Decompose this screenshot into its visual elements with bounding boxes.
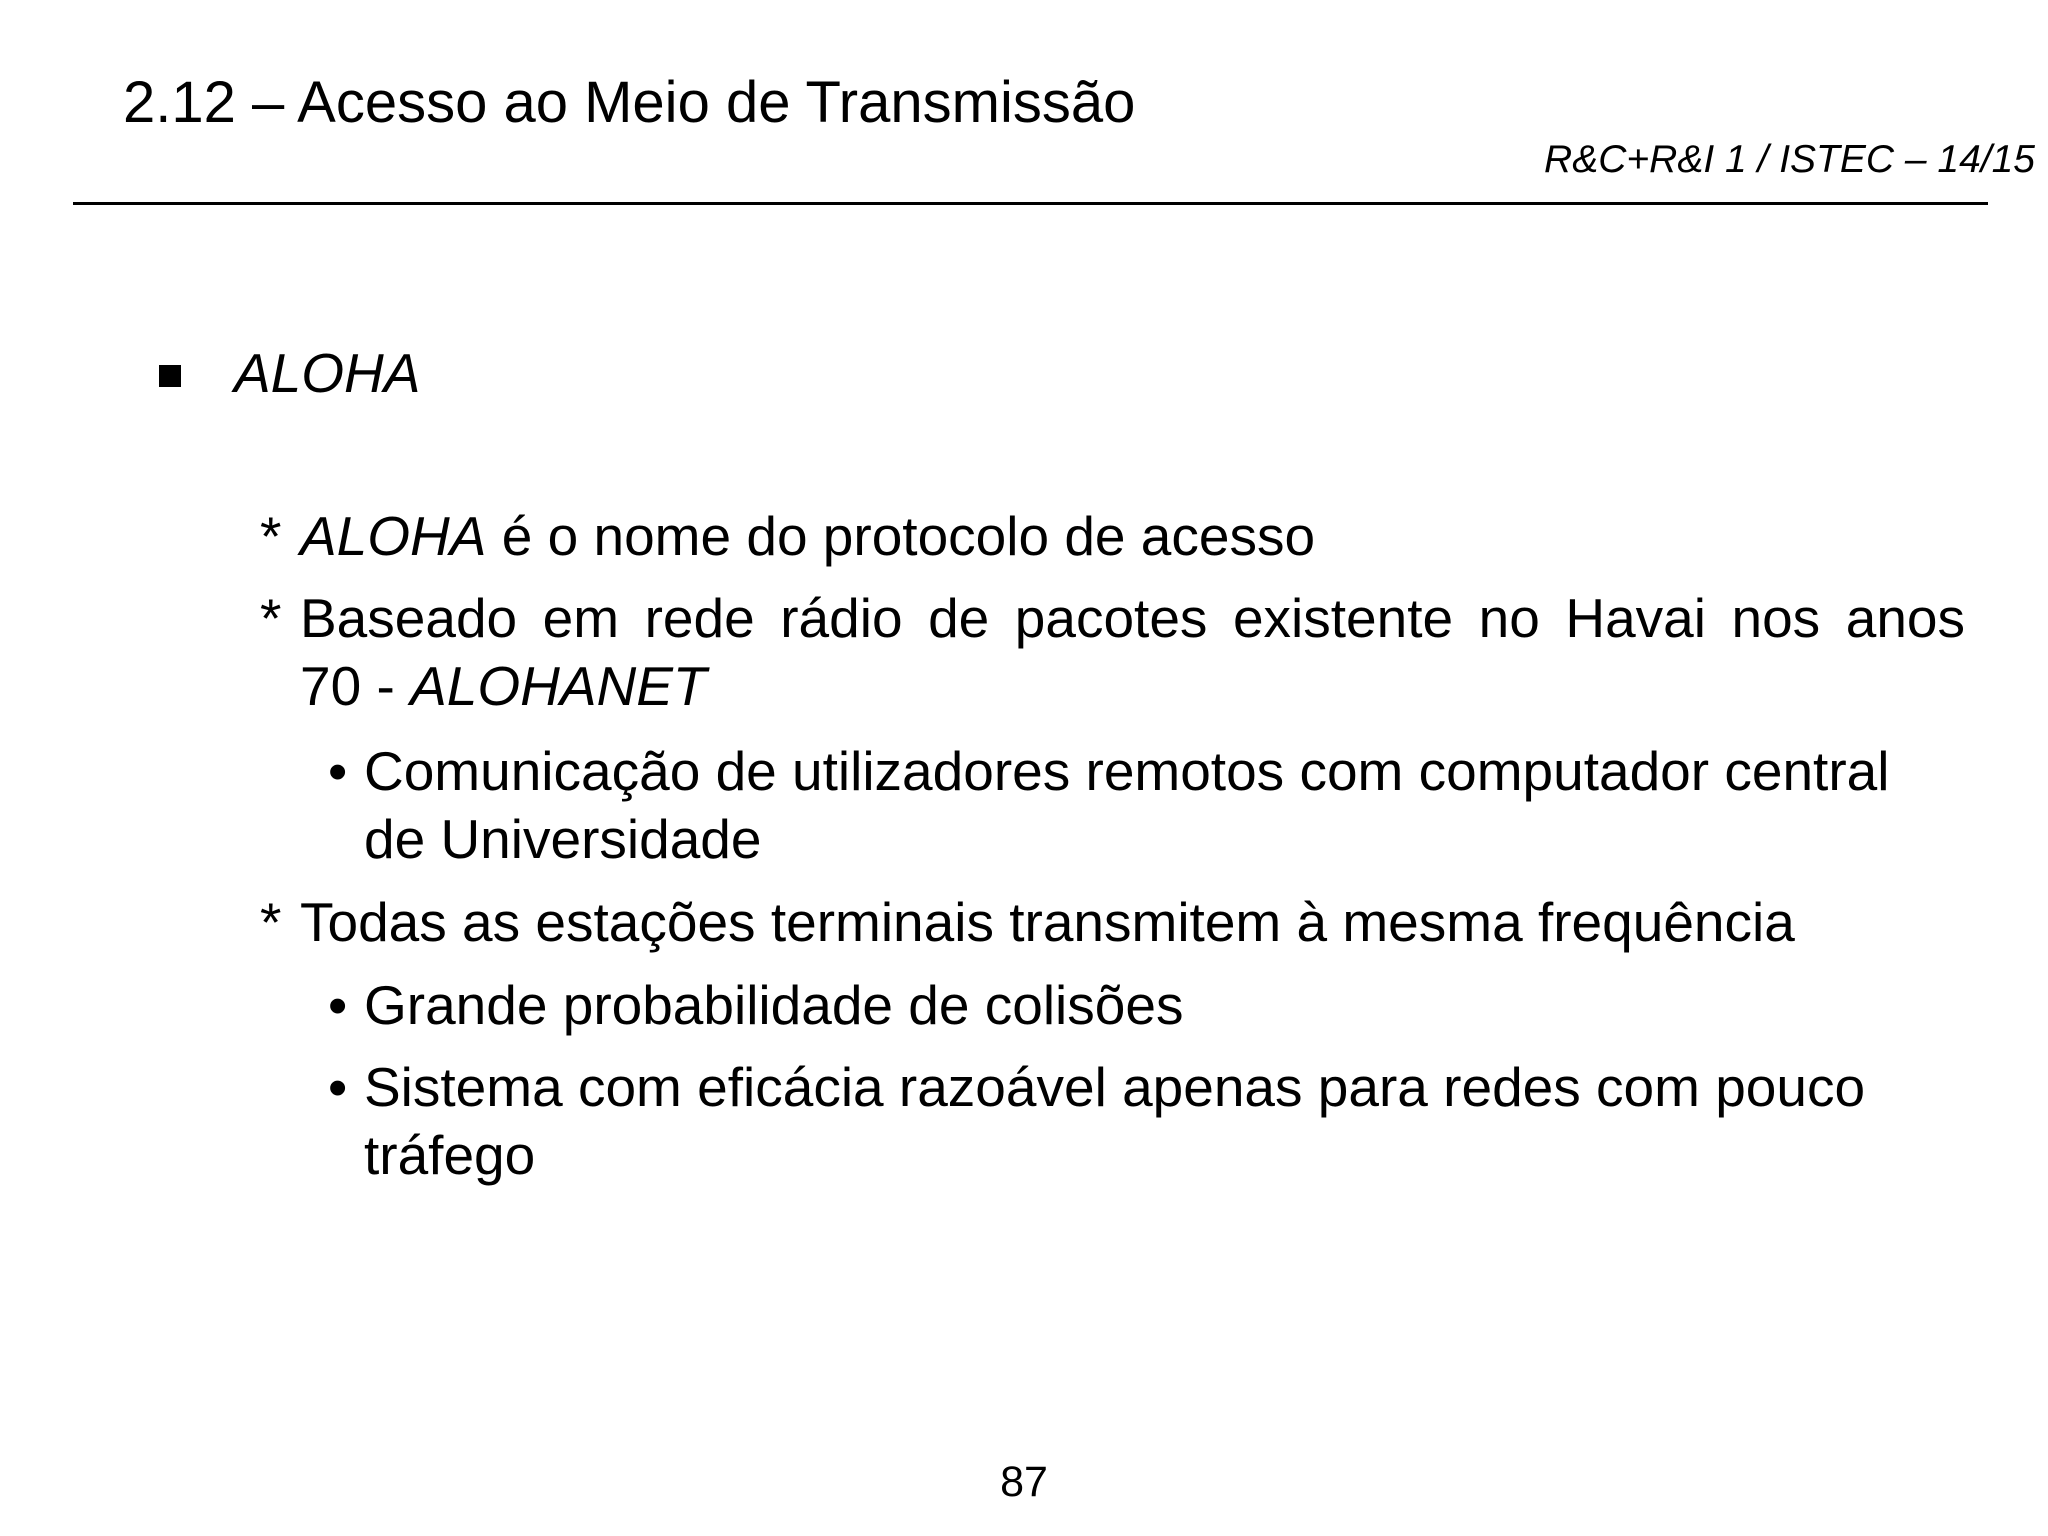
item-emphasis: ALOHA [300, 505, 487, 567]
item-line-1: Sistema com eficácia razoável apenas para redes com pouco [364, 1056, 1866, 1118]
asterisk-mark: * [260, 587, 282, 649]
page-number: 87 [1000, 1458, 1048, 1506]
bullet-dot-mark: • [328, 1056, 348, 1118]
asterisk-mark: * [260, 891, 282, 953]
bullet-dot-mark: • [328, 974, 348, 1036]
bullet-dot-mark: • [328, 740, 348, 802]
item-text: Todas as estações terminais transmitem à mesma frequência [300, 891, 1795, 953]
list-item-origin [260, 584, 1965, 720]
item-emphasis: ALOHANET [410, 655, 707, 717]
course-label: R&C+R&I 1 / ISTEC – 14/15 [1544, 138, 2035, 181]
item-line-1: Baseado em rede rádio de pacotes existente no Havai nos anos [300, 587, 1965, 649]
asterisk-mark: * [260, 505, 282, 567]
main-bullet-label: ALOHA [234, 342, 421, 404]
main-bullet [159, 340, 420, 406]
list-item-protocol-name [260, 502, 1316, 570]
item-line-2: de Universidade [364, 808, 762, 870]
item-text: é o nome do protocolo de acesso [486, 505, 1316, 567]
list-subitem-collisions [328, 971, 1184, 1039]
item-text: Grande probabilidade de colisões [364, 974, 1184, 1036]
slide-title: 2.12 – Acesso ao Meio de Transmissão [123, 70, 1136, 135]
list-subitem-efficiency [328, 1053, 1866, 1189]
item-line-1: Comunicação de utilizadores remotos com computador central [364, 740, 1890, 802]
item-line-2 [300, 652, 1965, 720]
item-line-2-prefix: 70 - [300, 655, 411, 717]
header-divider [73, 202, 1988, 205]
item-line-2: tráfego [364, 1124, 536, 1186]
square-bullet-icon [159, 365, 181, 387]
list-item-frequency [260, 888, 1795, 956]
list-subitem-communication [328, 737, 1890, 873]
